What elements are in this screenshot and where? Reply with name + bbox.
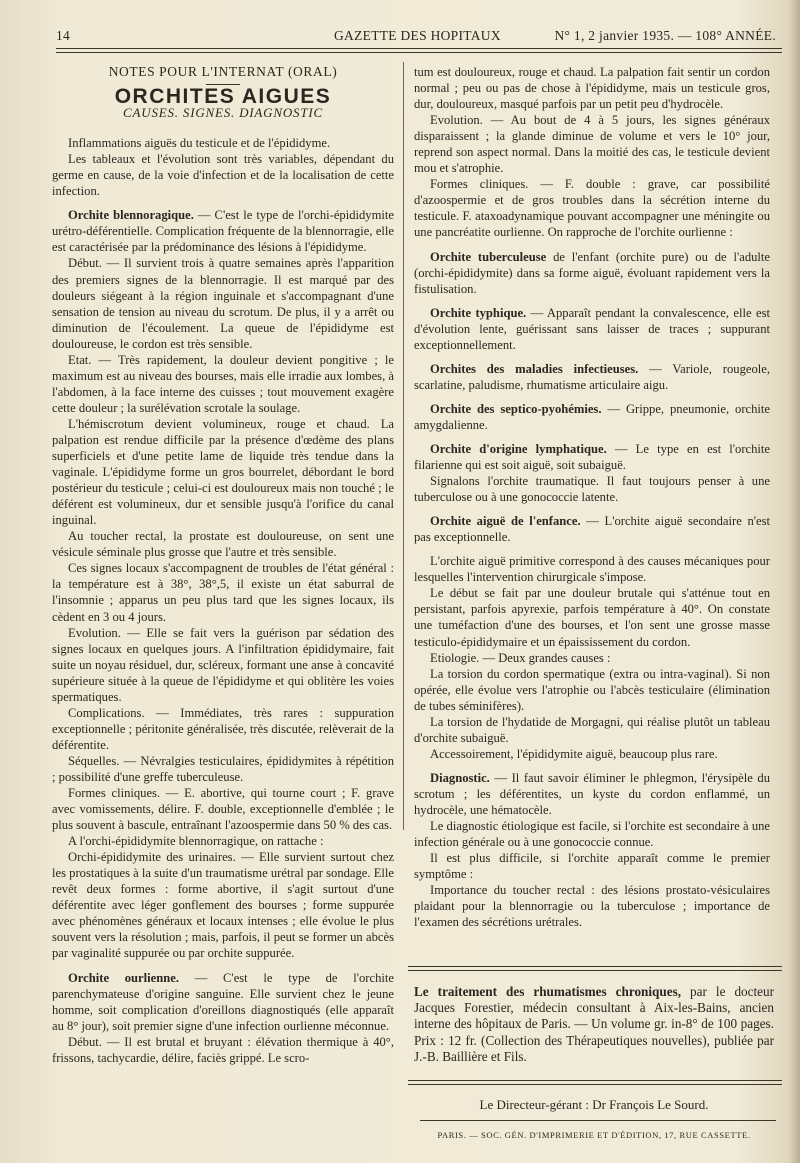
page-edge-shadow — [788, 0, 800, 1163]
announcement-rule-bottom-thin — [408, 1084, 782, 1085]
paragraph: Orchite blennoragique. — C'est le type de l'orchi-épididymite urétro-déférentielle. Complication fréquente de la blennorragie, elle est caractérisée par la prédominance des lésions à l'épididyme. — [52, 208, 394, 255]
paragraph: Orchite des septico-pyohémies. — Grippe, pneumonie, orchite amygdalienne. — [414, 401, 770, 432]
running-header — [56, 28, 776, 50]
paragraph: Evolution. — Au bout de 4 à 5 jours, les signes généraux disparaissent ; la glande diminue de volume et vers le 10° jour, reprend son aspect normal. Dans la moitié des cas, le testicule devient mou et s'atrophie. — [414, 113, 770, 176]
paragraph: Orchite aiguë de l'enfance. — L'orchite aiguë secondaire n'est pas exceptionnelle. — [414, 514, 770, 545]
paragraph: tum est douloureux, rouge et chaud. La palpation fait sentir un cordon normal ; peu ou pas de chose à l'épididyme, mais un testicule gros, dur, douloureux, masqué parfois par un petit peu d'hydrocèle. — [414, 65, 770, 112]
subheading: Orchite aiguë de l'enfance. — [430, 514, 581, 529]
paragraph: La torsion du cordon spermatique (extra ou intra-vaginal). Si non opérée, elle évolue vers l'atrophie ou l'abcès testiculaire (élimination de tubes séminifères). — [414, 666, 770, 713]
paragraph: Le diagnostic étiologique est facile, si l'orchite est secondaire à une infection générale ou à une gonococcie connue. — [414, 819, 770, 850]
header-rule — [56, 48, 782, 49]
subheading: Orchite des septico-pyohémies. — [430, 401, 602, 416]
subheading: Orchite typhique. — [430, 305, 527, 320]
paragraph: Complications. — Immédiates, très rares : suppuration exceptionnelle ; péritonite généralisée, très discutée, relèverait de la déférentite. — [52, 705, 394, 752]
announcement-rule-top — [408, 966, 782, 967]
paragraph: Etiologie. — Deux grandes causes : — [430, 650, 611, 665]
column-divider — [403, 62, 404, 830]
paragraph: Formes cliniques. — F. double : grave, car possibilité d'azoospermie et de gros troubles dans la sécrétion interne du testicule. F. ataxoadynamique pouvant accompagner une méningite ou une pancréatite ourlienne. On rapproche de l'orchite ourlienne : — [414, 177, 770, 240]
subheading: Diagnostic. — [430, 770, 490, 785]
article-title: ORCHITES AIGUES — [114, 85, 332, 109]
paragraph: Orchi-épididymite des urinaires. — Elle survient surtout chez les prostatiques à la suite d'un traumatisme urétral par sondage. Elle revêt deux formes : forme abortive, il s'agit surtout d'une déférentite avec léger gonflement des bourses ; forme suppurée avec phénomènes généraux et locaux intenses ; elle évolue le plus souvent vers la résolution ; mais, parfois, il peut se former un abcès par vaginalité suppurée ou par orchite suppurée. — [52, 850, 394, 961]
announcement-rule-bottom — [408, 1080, 782, 1081]
header-rule-thin — [56, 52, 782, 53]
imprint-line: PARIS. — SOC. GÉN. D'IMPRIMERIE ET D'ÉDITION, 17, RUE CASSETTE. — [437, 1130, 751, 1140]
paragraph: Le début se fait par une douleur brutale qui s'atténue tout en persistant, parfois apyrexie, parfois température à 40°. On constate une tuméfaction d'une des bourses, et l'on sent une grosse masse testiculo-épididymaire et un épaississement du cordon. — [414, 586, 770, 649]
article-subtitle: CAUSES. SIGNES. DIAGNOSTIC — [123, 105, 323, 121]
subheading: Orchites des maladies infectieuses. — [430, 361, 639, 376]
paragraph: La torsion de l'hydatide de Morgagni, qui réalise plutôt un tableau d'orchite subaiguë. — [414, 714, 770, 745]
paragraph: Orchite ourlienne. — C'est le type de l'orchite parenchymateuse d'origine sanguine. Elle survient chez le jeune homme, soit complication d'oreillons diagnostiqués (elle apparaît au 8° jour), soit premier signe d'une infection ourlienne méconnue. — [52, 970, 394, 1033]
paragraph: Importance du toucher rectal : des lésions prostato-vésiculaires plaidant pour la blennorragie ou la tuberculose ; importance de l'examen des sécrétions urétrales. — [414, 883, 770, 930]
paragraph: Il est plus difficile, si l'orchite apparaît comme le premier symptôme : — [414, 851, 770, 882]
section-heading: NOTES POUR L'INTERNAT (ORAL) — [108, 64, 338, 79]
paragraph: Ces signes locaux s'accompagnent de troubles de l'état général : la température est à 38°, 38°,5, il existe un état saburral de l'insomnie ; apparus un peu plus tard que les signes locaux, ils cèdent en 3 ou 4 jours. — [52, 561, 394, 624]
paragraph: Formes cliniques. — E. abortive, qui tourne court ; F. grave avec vomissements, délire. F. double, exceptionnelle d'emblée ; le plus souvent à bascule, entraînant l'azoospermie dans 50 % des cas. — [52, 786, 394, 833]
journal-title: GAZETTE DES HOPITAUX — [334, 28, 501, 43]
subheading: Orchite d'origine lymphatique. — [430, 441, 607, 456]
right-column — [414, 64, 770, 930]
announcement-title: Le traitement des rhumatismes chroniques, — [414, 984, 682, 999]
paragraph: Accessoirement, l'épididymite aiguë, beaucoup plus rare. — [430, 746, 718, 761]
left-column — [52, 64, 394, 1066]
announcement-rule-top-thin — [408, 970, 782, 971]
paragraph: Début. — Il survient trois à quatre semaines après l'apparition des premiers signes de la blennorragie. Il est marqué par des douleurs siégeant à la région inguinale et s'accompagnant d'une sensation de tension au niveau du scrotum. De plus, il y a arrêt ou diminution de l'écoulement. La queue de l'épididyme est douloureuse, le cordon est très sensible. — [52, 256, 394, 351]
paragraph: Séquelles. — Névralgies testiculaires, épididymites à répétition ; possibilité d'une greffe tuberculeuse. — [52, 753, 394, 784]
paragraph: Début. — Il est brutal et bruyant : élévation thermique à 40°, frissons, tachycardie, délire, faciès grippé. Le scro- — [52, 1034, 394, 1065]
paragraph: Etat. — Très rapidement, la douleur devient pongitive ; le maximum est au niveau des bourses, mais elle irradie aux lombes, à l'abdomen, à la face interne des cuisses ; tout mouvement exagère cette douleur ; la surélévation scrotale la soulage. — [52, 352, 394, 415]
subheading: Orchite ourlienne. — [68, 970, 179, 985]
paragraph: Signalons l'orchite traumatique. Il faut toujours penser à une tuberculose ou à une gonococcie latente. — [414, 474, 770, 505]
subheading: Orchite blennoragique. — [68, 208, 194, 223]
paragraph: Orchite tuberculeuse de l'enfant (orchite pure) ou de l'adulte (orchi-épididymite) dans sa forme aiguë, évoluant rapidement vers la fistulisation. — [414, 249, 770, 296]
paragraph: Diagnostic. — Il faut savoir éliminer le phlegmon, l'érysipèle du scrotum ; les déférentites, un kyste du cordon enflammé, un hydrocèle, une hématocèle. — [414, 770, 770, 817]
paragraph: A l'orchi-épididymite blennorragique, on rattache : — [68, 834, 324, 849]
paragraph: L'orchite aiguë primitive correspond à des causes mécaniques pour lesquelles l'intervention chirurgicale s'impose. — [414, 554, 770, 585]
director-line: Le Directeur-gérant : Dr François Le Sourd. — [479, 1097, 709, 1112]
paragraph: Evolution. — Elle se fait vers la guérison par sédation des signes locaux en quelques jours. A l'infiltration épididymaire, fait suite un noyau résiduel, dur, scléreux, formant une anse à concavité supérieure située à la queue de l'épididyme et qui oblitère les voies spermatiques. — [52, 625, 394, 704]
footer-rule — [420, 1120, 776, 1121]
paragraph: Inflammations aiguës du testicule et de l'épididyme. — [68, 136, 331, 151]
book-announcement — [414, 984, 774, 1065]
paragraph: Orchite typhique. — Apparaît pendant la convalescence, elle est d'évolution lente, guérissant sans laisser de traces ; suppurant exceptionnellement. — [414, 305, 770, 352]
announcement-text: Le traitement des rhumatismes chroniques, par le docteur Jacques Forestier, médecin consultant à Aix-les-Bains, ancien interne des hôpitaux de Paris. — Un volume gr. in-8° de 100 pages. Prix : 12 fr. (Collection des Thérapeutiques nouvelles), publiée par J.-B. Baillière et Fils. — [414, 984, 775, 1064]
subheading: Orchite tuberculeuse — [430, 249, 547, 264]
paragraph: Les tableaux et l'évolution sont très variables, dépendant du germe en cause, de la voie d'infection et de la localisation de cette infection. — [52, 152, 394, 199]
paragraph: Orchites des maladies infectieuses. — Variole, rougeole, scarlatine, paludisme, rhumatisme articulaire aigu. — [414, 361, 770, 392]
paragraph: L'hémiscrotum devient volumineux, rouge et chaud. La palpation est rendue difficile par la présence d'œdème des plans superficiels et d'une petite lame de liquide très tendue dans la vaginale. L'épididyme forme un gros bourrelet, débordant le bord postérieur du testicule ; celui-ci est douloureux mais non touché ; le déférent est volumineux, dur et sensible jusqu'à l'orifice du canal inguinal. — [52, 416, 394, 528]
paragraph: Orchite d'origine lymphatique. — Le type en est l'orchite filarienne qui est soit aiguë, soit subaiguë. — [414, 441, 770, 473]
issue-info: N° 1, 2 janvier 1935. — 108° ANNÉE. — [554, 28, 776, 43]
paragraph: Au toucher rectal, la prostate est douloureuse, on sent une vésicule séminale plus grosse que l'autre et très sensible. — [52, 529, 394, 560]
page-number: 14 — [56, 28, 71, 43]
